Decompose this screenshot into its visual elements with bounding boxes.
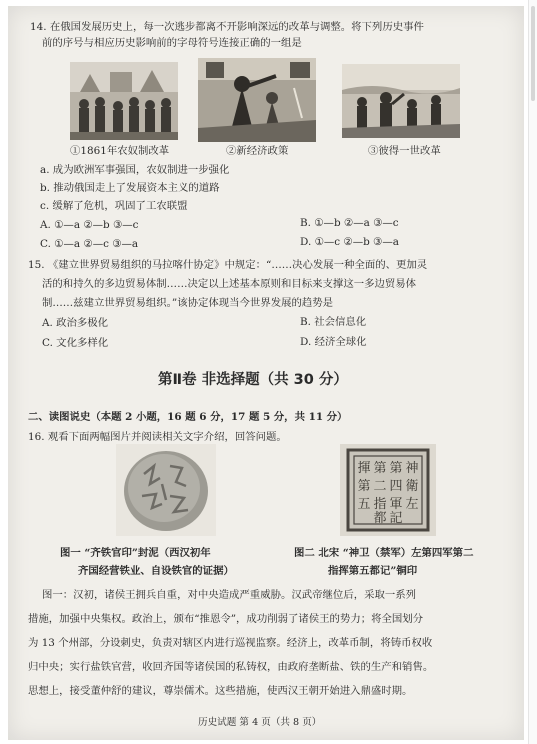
q14-option-a: A. ①—a ②—b ③—c	[40, 219, 139, 231]
effect-b: b. 推动俄国走上了发展资本主义的道路	[40, 182, 220, 194]
new-economic-policy-image	[198, 58, 316, 142]
q15-option-b: B. 社会信息化	[300, 316, 367, 328]
seal-glyph: 第	[389, 461, 403, 476]
part-two-title: 第Ⅱ卷 非选择题（共 30 分）	[158, 372, 348, 388]
section-heading: 二、读图说史（本题 2 小题，16 题 6 分，17 题 5 分，共 11 分）	[28, 411, 348, 423]
figure1-caption-line1: 图一 “齐铁官印”封泥（西汉初年	[60, 547, 211, 559]
seal-glyph: 左	[405, 497, 419, 512]
paragraph-line: 措施，加强中央集权。政治上，颁布“推恩令”，成功削弱了诸侯王的势力；将全国划分	[28, 613, 424, 625]
seal-glyph: 神	[405, 461, 419, 476]
q14-stem-line2: 前的序号与相应历史影响前的字母符号连接正确的一组是	[42, 37, 302, 49]
peter-the-great-reform-image	[342, 64, 460, 138]
effect-c: c. 缓解了危机，巩固了工农联盟	[40, 200, 188, 212]
q15-option-a: A. 政治多极化	[42, 317, 109, 329]
q15-line1: 15. 《建立世界贸易组织的马拉喀什协定》中规定：“……决心发展一种全面的、更加灵	[28, 259, 428, 271]
q16-stem: 16. 观看下面两幅图片并阅读相关文字介绍，回答问题。	[28, 431, 287, 443]
q14-option-b: B. ①—b ②—a ③—c	[300, 217, 399, 229]
seal-glyph: 第	[373, 461, 387, 476]
clay-seal-image	[116, 444, 216, 536]
q15-line2: 活的和持久的多边贸易体制……决定以上述基本原则和目标来支撑这一多边贸易体	[42, 278, 417, 290]
effect-a: a. 成为欧洲军事强国，农奴制进一步强化	[40, 164, 230, 176]
figure1-caption-line2: 齐国经营铁业、自设铁官的证据）	[78, 565, 234, 577]
q15-option-d: D. 经济全球化	[300, 336, 367, 348]
seal-glyph: 都	[373, 511, 387, 526]
exam-page	[8, 6, 524, 740]
paragraph-line: 思想上，接受董仲舒的建议，尊崇儒术。这些措施，使西汉王朝开始进入鼎盛时期。	[28, 685, 413, 697]
q14-option-d: D. ①—c ②—b ③—a	[300, 236, 399, 248]
seal-glyph: 衛	[405, 479, 419, 494]
paragraph-line: 归中央；实行盐铁官营，收回齐国等诸侯国的私铸权，由政府垄断盐、铁的生产和销售。	[28, 661, 434, 673]
figure2-caption-line2: 指挥第五都记”铜印	[328, 565, 418, 577]
q14-stem-line1: 14. 在俄国发展历史上，每一次逃步都离不开影响深远的改革与调整。将下列历史事件	[30, 21, 424, 33]
paragraph-line: 图一：汉初，诸侯王拥兵自重，对中央造成严重威胁。汉武帝继位后，采取一系列	[42, 589, 417, 601]
q15-option-c: C. 文化多样化	[42, 337, 109, 349]
vertical-scrollbar[interactable]	[528, 0, 537, 744]
seal-glyph: 記	[389, 511, 403, 526]
scrollbar-thumb[interactable]	[531, 6, 535, 101]
seal-glyph: 四	[389, 479, 403, 494]
seal-glyph: 第	[357, 479, 371, 494]
paragraph-line: 为 13 个州部，分设刺史，负责对辖区内进行巡视监察。经济上，改革币制，将铸币权收	[28, 637, 433, 649]
figure2-caption-line1: 图二 北宋 “神卫（禁军）左第四军第二	[294, 547, 474, 559]
seal-glyph: 軍	[389, 497, 403, 512]
seal-glyph: 二	[373, 479, 387, 494]
caption-serf-reform: ①1861年农奴制改革	[70, 145, 170, 157]
seal-glyph: 揮	[357, 461, 371, 476]
seal-glyph: 五	[357, 497, 371, 512]
q15-line3: 制……兹建立世界贸易组织。”该协定体现当今世界发展的趋势是	[42, 297, 334, 309]
seal-glyph: 指	[373, 497, 387, 512]
caption-peter-reform: ③彼得一世改革	[368, 145, 441, 157]
serf-reform-image	[70, 62, 178, 140]
bronze-seal-image	[340, 444, 436, 536]
caption-new-economic-policy: ②新经济政策	[226, 145, 289, 157]
q14-option-c: C. ①—a ②—c ③—a	[40, 238, 139, 250]
page-footer: 历史试题 第 4 页（共 8 页）	[198, 717, 322, 728]
